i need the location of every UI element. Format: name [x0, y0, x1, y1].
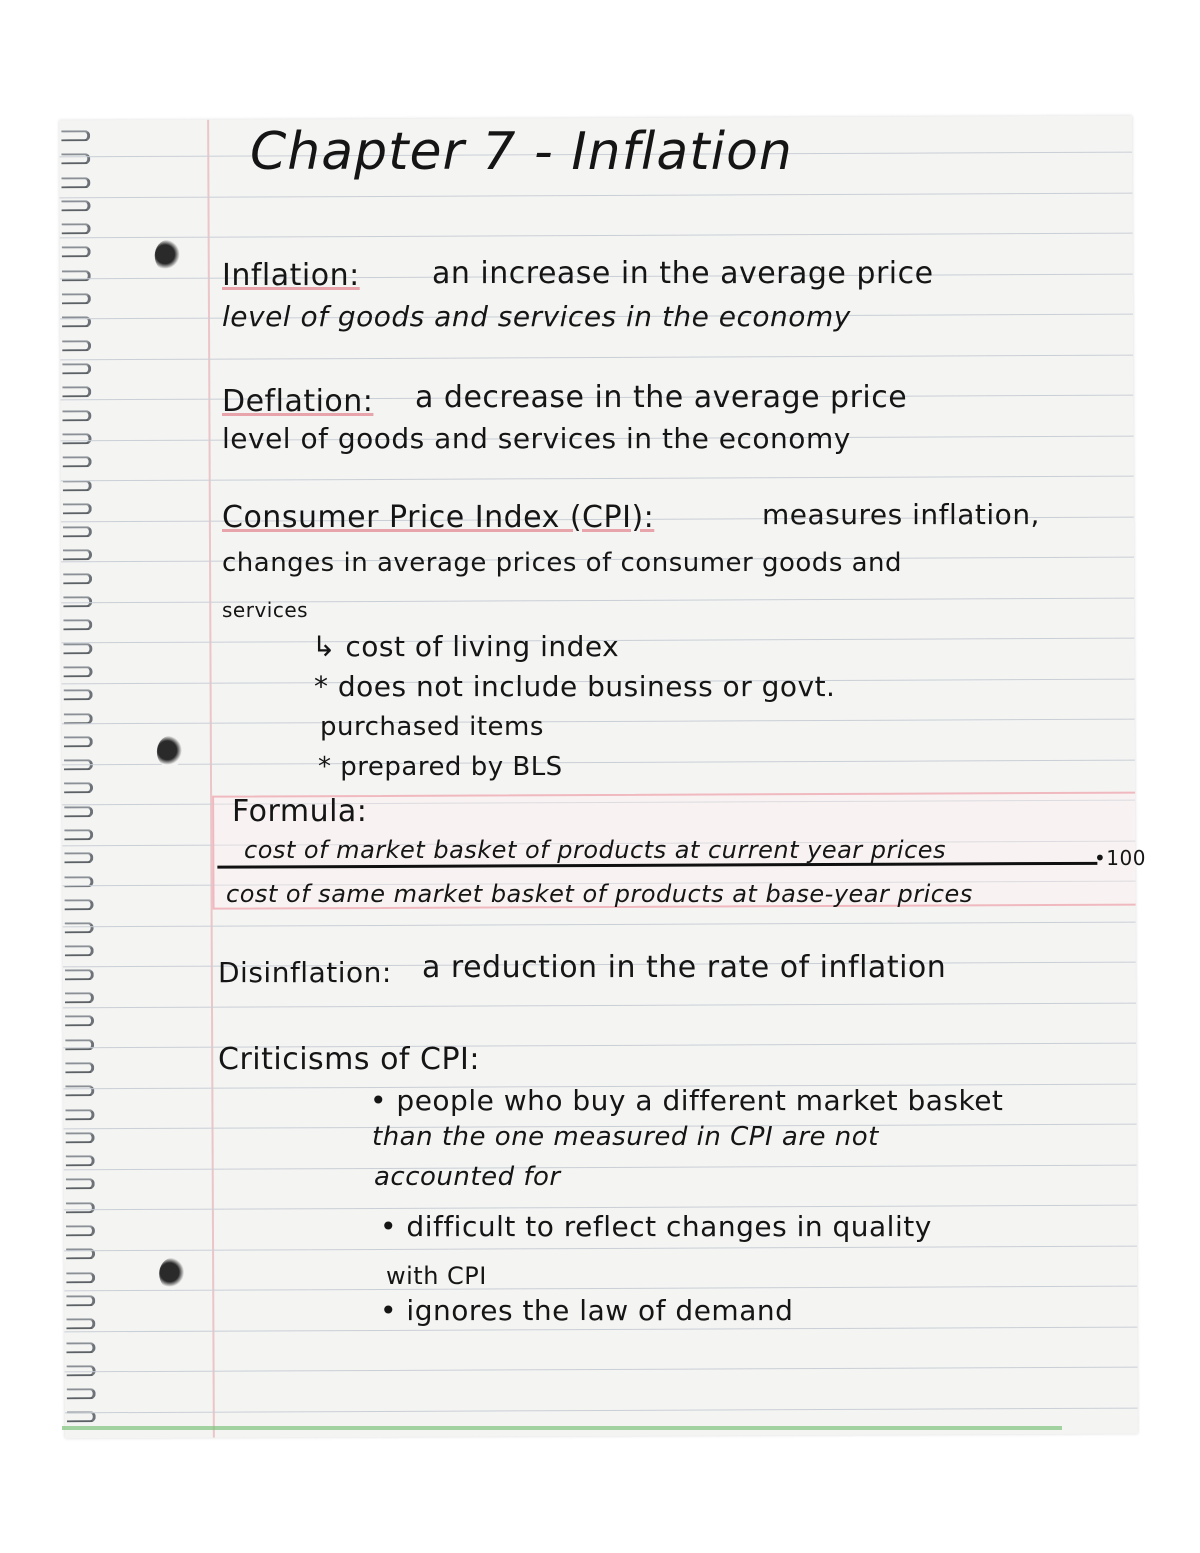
cpi-note: * does not include business or govt.	[314, 670, 836, 703]
spiral-coil-icon	[65, 1039, 94, 1050]
spiral-coil-icon	[62, 340, 91, 351]
spiral-coil-icon	[63, 526, 92, 537]
deflation-definition-line2: level of goods and services in the economy	[222, 422, 851, 455]
spiral-coil-icon	[66, 1295, 95, 1306]
criticism-item: • people who buy a different market basket	[370, 1084, 1004, 1117]
ruled-line	[65, 1408, 1138, 1414]
inflation-term: Inflation:	[222, 258, 360, 293]
spiral-coil-icon	[65, 969, 94, 980]
criticism-item: • ignores the law of demand	[380, 1294, 794, 1327]
disinflation-definition: a reduction in the rate of inflation	[422, 950, 947, 985]
formula-multiplier: •100	[1094, 846, 1146, 870]
spiral-coil-icon	[62, 386, 91, 397]
ruled-line	[64, 1327, 1137, 1333]
spiral-coil-icon	[66, 1155, 95, 1166]
spiral-coil-icon	[65, 945, 94, 956]
spiral-coil-icon	[62, 270, 91, 281]
ruled-lines	[59, 116, 1132, 121]
spiral-coil-icon	[62, 293, 91, 304]
ruled-line	[64, 1286, 1137, 1292]
cpi-note: purchased items	[320, 712, 544, 742]
spiral-coil-icon	[64, 782, 93, 793]
cpi-term: Consumer Price Index (CPI):	[222, 500, 655, 535]
spiral-coil-icon	[65, 1085, 94, 1096]
formula-denominator: cost of same market basket of products at base-year prices	[226, 880, 973, 908]
spiral-coil-icon	[62, 410, 91, 421]
ruled-line	[60, 355, 1133, 361]
spiral-coil-icon	[65, 1015, 94, 1026]
spiral-coil-icon	[65, 899, 94, 910]
spiral-coil-icon	[61, 153, 90, 164]
criticism-item: • difficult to reflect changes in quality	[380, 1210, 932, 1243]
spiral-coil-icon	[65, 1109, 94, 1120]
deflation-term: Deflation:	[222, 384, 374, 419]
disinflation-term: Disinflation:	[218, 956, 392, 989]
spiral-coil-icon	[64, 666, 93, 677]
spiral-coil-icon	[64, 736, 93, 747]
spiral-coil-icon	[64, 806, 93, 817]
ruled-line	[64, 1246, 1137, 1252]
punch-hole-icon	[155, 240, 181, 272]
spiral-coil-icon	[66, 1318, 95, 1329]
ruled-line	[59, 193, 1132, 199]
spiral-coil-icon	[65, 1062, 94, 1073]
punch-hole-icon	[157, 736, 183, 768]
page-edge-shadow	[62, 1426, 1062, 1430]
spiral-coil-icon	[65, 992, 94, 1003]
ruled-line	[63, 1003, 1136, 1009]
spiral-coil-icon	[62, 363, 91, 374]
ruled-line	[61, 476, 1134, 482]
cpi-definition-line3: services	[222, 598, 309, 622]
ruled-line	[62, 719, 1135, 725]
spiral-coil-icon	[63, 456, 92, 467]
spiral-coil-icon	[66, 1178, 95, 1189]
spiral-coil-icon	[64, 829, 93, 840]
criticism-item: than the one measured in CPI are not	[372, 1122, 879, 1152]
spiral-coil-icon	[61, 177, 90, 188]
inflation-definition-line2: level of goods and services in the economy	[222, 300, 851, 333]
spiral-coil-icon	[66, 1342, 95, 1353]
ruled-line	[63, 922, 1136, 928]
spiral-coil-icon	[63, 619, 92, 630]
spiral-coil-icon	[66, 1202, 95, 1213]
cpi-definition-line1: measures inflation,	[762, 498, 1040, 531]
ruled-line	[62, 760, 1135, 766]
spiral-coil-icon	[61, 200, 90, 211]
spiral-coil-icon	[62, 246, 91, 257]
spiral-coil-icon	[63, 643, 92, 654]
criticisms-heading: Criticisms of CPI:	[218, 1042, 481, 1077]
spiral-coil-icon	[62, 223, 91, 234]
ruled-line	[60, 233, 1133, 239]
cpi-note: ↳ cost of living index	[312, 630, 620, 663]
ruled-line	[65, 1367, 1138, 1373]
spiral-coil-icon	[63, 503, 92, 514]
formula-numerator: cost of market basket of products at current year prices	[244, 836, 947, 864]
criticism-item: accounted for	[374, 1162, 561, 1192]
criticism-item: with CPI	[386, 1262, 487, 1290]
spiral-coil-icon	[64, 852, 93, 863]
spiral-coil-icon	[61, 130, 90, 141]
spiral-coil-icon	[65, 922, 94, 933]
cpi-definition-line2: changes in average prices of consumer goods and	[222, 548, 903, 578]
spiral-coil-icon	[64, 689, 93, 700]
spiral-coil-icon	[63, 573, 92, 584]
page-title: Chapter 7 - Inflation	[250, 122, 793, 182]
spiral-coil-icon	[66, 1272, 95, 1283]
spiral-coil-icon	[67, 1388, 96, 1399]
spiral-coil-icon	[62, 433, 91, 444]
inflation-definition-line1: an increase in the average price	[432, 256, 934, 291]
spiral-coil-icon	[66, 1132, 95, 1143]
punch-hole-icon	[159, 1258, 185, 1290]
spiral-coil-icon	[66, 1225, 95, 1236]
spiral-coil-icon	[63, 480, 92, 491]
ruled-line	[64, 1165, 1137, 1171]
deflation-definition-line1: a decrease in the average price	[415, 380, 908, 415]
spiral-coil-icon	[63, 549, 92, 560]
formula-label: Formula:	[232, 794, 368, 829]
cpi-note: * prepared by BLS	[318, 752, 563, 782]
